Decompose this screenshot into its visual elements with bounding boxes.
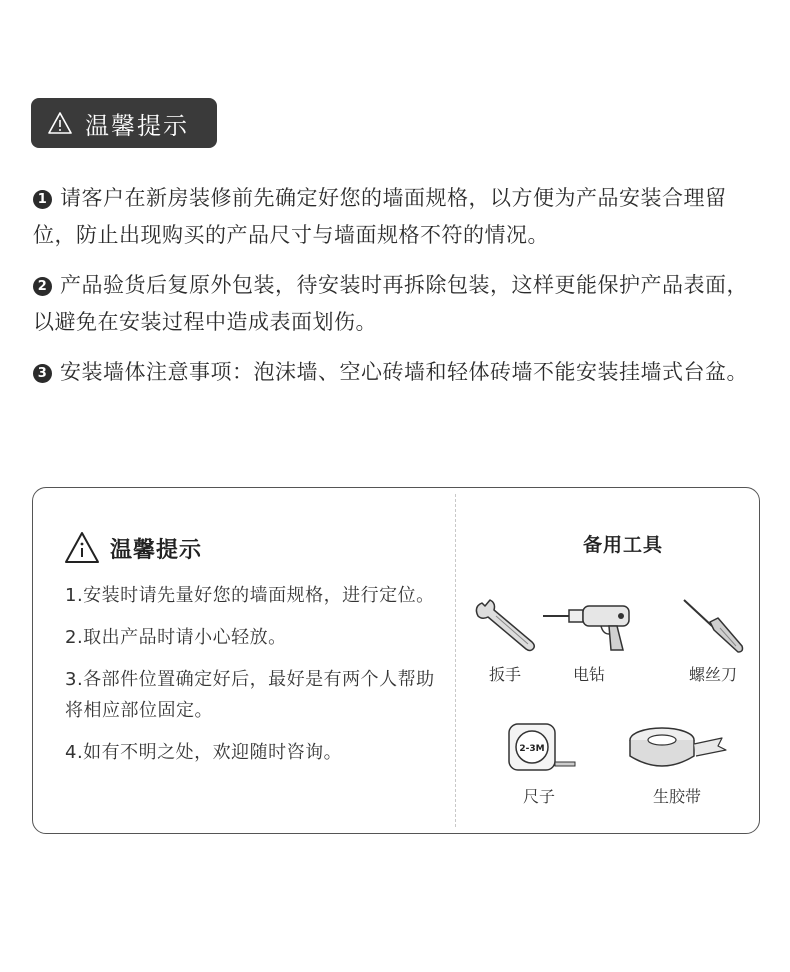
note-text: 产品验货后复原外包装，待安装时再拆除包装，这样更能保护产品表面，以避免在安装过程中造成表面划伤。	[33, 273, 748, 334]
badge-title: 温馨提示	[85, 111, 189, 140]
card-divider	[455, 494, 456, 827]
tool-tape-roll	[617, 718, 737, 807]
tip-item: 3.各部件位置确定好后，最好是有两个人帮助将相应部位固定。	[65, 669, 435, 721]
note-number: 2	[33, 277, 52, 296]
tip-item: 4.如有不明之处，欢迎随时咨询。	[65, 742, 343, 763]
tools-title: 备用工具	[582, 534, 663, 556]
tool-wrench	[465, 596, 545, 685]
tool-tape-measure	[499, 718, 579, 807]
notes-list	[33, 180, 759, 404]
card-title-text: 温馨提示	[110, 537, 203, 563]
tape-measure-size: 2-3M	[519, 744, 545, 754]
tool-label: 电钻	[572, 665, 605, 684]
tool-drill	[539, 596, 639, 685]
warning-triangle-icon	[47, 111, 73, 135]
tape-measure-icon	[499, 718, 579, 778]
wrench-icon	[470, 596, 540, 656]
note-item	[33, 267, 759, 341]
note-number: 1	[33, 190, 52, 209]
tip-item: 1.安装时请先量好您的墙面规格，进行定位。	[65, 585, 435, 606]
note-item	[33, 180, 759, 254]
card-title	[64, 531, 202, 565]
tips-list	[65, 580, 437, 779]
tip-item: 2.取出产品时请小心轻放。	[65, 627, 287, 648]
note-text: 请客户在新房装修前先确定好您的墙面规格，以方便为产品安装合理留位，防止出现购买的产品尺寸与墙面规格不符的情况。	[33, 186, 727, 247]
note-text: 安装墙体注意事项：泡沫墙、空心砖墙和轻体砖墙不能安装挂墙式台盆。	[60, 360, 748, 384]
drill-icon	[539, 596, 639, 656]
tool-label: 尺子	[522, 787, 555, 806]
note-item	[33, 354, 759, 391]
screwdriver-icon	[678, 596, 748, 656]
note-number: 3	[33, 364, 52, 383]
warning-triangle-icon	[64, 531, 100, 565]
tape-roll-icon	[622, 718, 732, 778]
tips-card	[32, 487, 760, 834]
warm-tips-badge	[31, 98, 217, 148]
tool-label: 生胶带	[652, 787, 701, 806]
tool-screwdriver	[673, 596, 753, 685]
tool-label: 扳手	[488, 665, 521, 684]
tool-label: 螺丝刀	[688, 665, 737, 684]
